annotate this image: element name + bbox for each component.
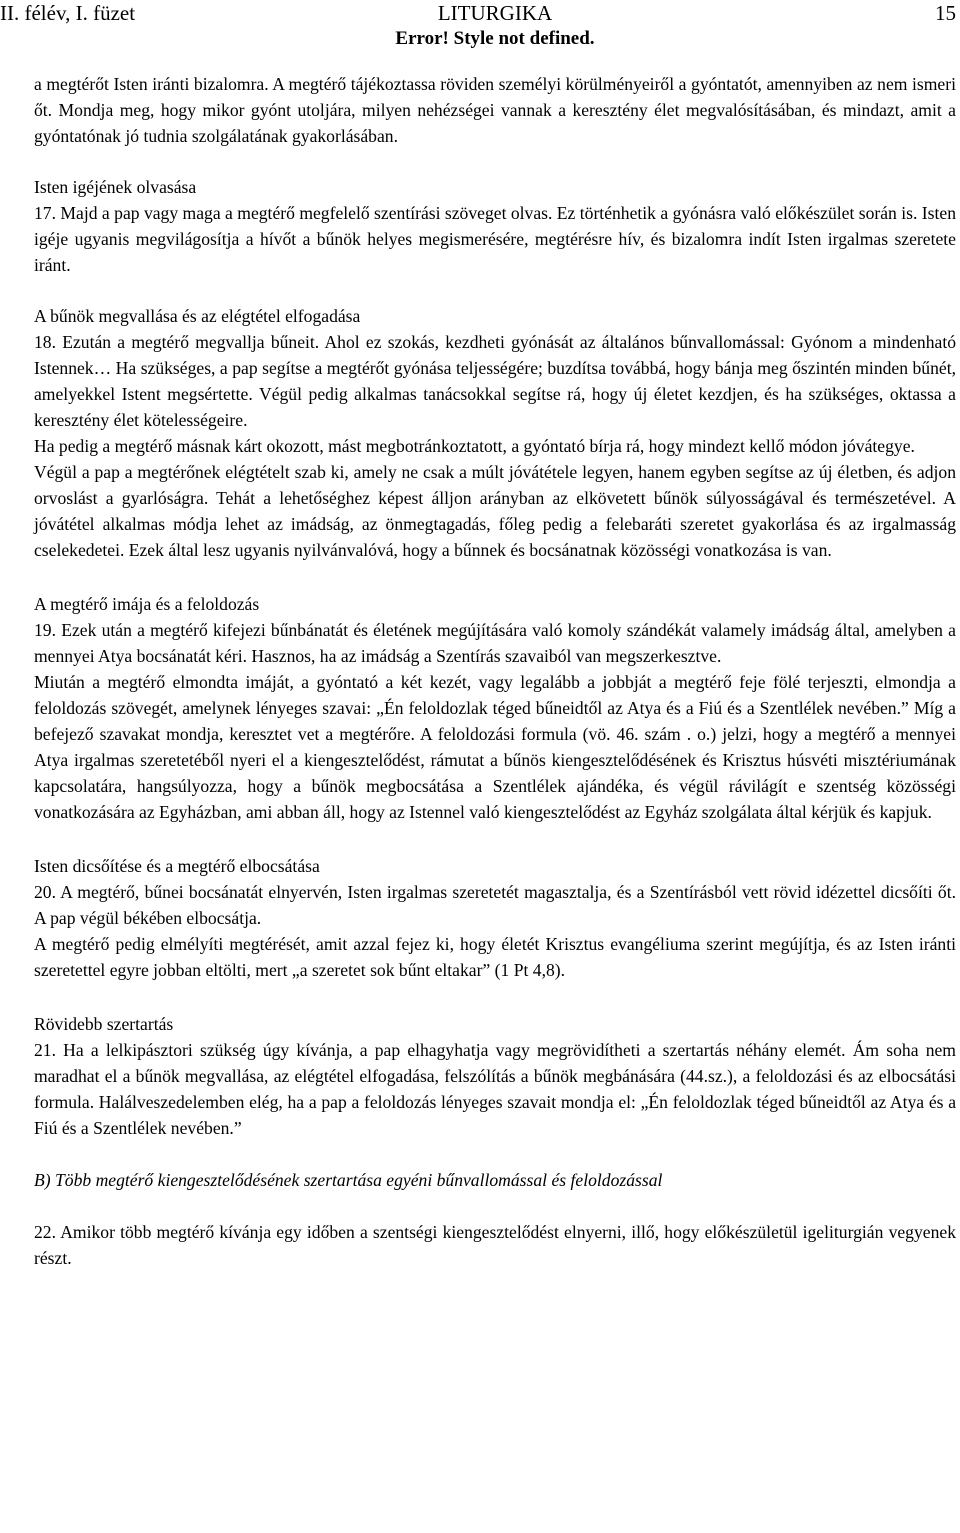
paragraph-21: 21. Ha a lelkipásztori szükség úgy kívánja, a pap elhagyhatja vagy megrövidítheti a szertartás néhány elemét. Ám soha nem maradhat el a bűnök megvallása, az elégtétel elfogadása, felszólítás a bűnök megbánására (44.sz.), a feloldozási és az elbocsátási formula. Halálveszedelemben elég, ha a pap a feloldozás lényeges szavait mondja el: „Én feloldozlak téged bűneidtől az Atya és a Fiú és a Szentlélek nevében.” bbox=[34, 1040, 956, 1138]
heading-isten-igeje: Isten igéjének olvasása bbox=[34, 177, 197, 197]
header-style-error: Error! Style not defined. bbox=[395, 28, 595, 49]
paragraph-19: 19. Ezek után a megtérő kifejezi bűnbánatát és életének megújítására való komoly szándékát valamely imádság által, amelyben a mennyei Atya bocsánatát kéri. Hasznos, ha az imádság a Szentírás szavaiból van megszerkesztve. bbox=[34, 620, 956, 666]
heading-rovidebb-szertartas: Rövidebb szertartás bbox=[34, 1014, 174, 1034]
header-title: LITURGIKA bbox=[437, 1, 553, 25]
heading-megtero-imaja: A megtérő imája és a feloldozás bbox=[34, 594, 260, 614]
paragraph-20b: A megtérő pedig elmélyíti megtérését, amit azzal fejez ki, hogy életét Krisztus evangéliuma szerint megújítja, és az Isten iránti szeretettel egyre jobban eltölti, mert „a szeretet sok bűnt eltakar” (1 Pt 4,8). bbox=[34, 934, 956, 980]
paragraph-18b: Ha pedig a megtérő másnak kárt okozott, mást megbotránkoztatott, a gyóntató bírja rá, hogy mindezt kellő módon jóvátegye. bbox=[34, 436, 915, 456]
paragraph-18: 18. Ezután a megtérő megvallja bűneit. Ahol ez szokás, kezdheti gyónását az általános bűnvallomással: Gyónom a mindenható Istennek… Ha szükséges, a pap segítse a megtérőt gyónása teljességére; buzdítsa továbbá, hogy bánja meg őszintén minden bűnét, amelyekkel Istent megsértette. Végül pedig alkalmas tanácsokkal segítse rá, hogy új életet kezdjen, és ha szükséges, oktassa a keresztény élet kötelességeire. bbox=[34, 332, 956, 430]
page-header bbox=[0, 0, 956, 54]
paragraph-intro: a megtérőt Isten iránti bizalomra. A megtérő tájékoztassa röviden személyi körülményeiről a gyóntatót, amennyiben az nem ismeri őt. Mondja meg, hogy mikor gyónt utoljára, milyen nehézségei vannak a keresztény élet megvalósításában, és mindazt, amit a gyóntatónak jó tudnia szolgálatának gyakorlásában. bbox=[34, 74, 956, 146]
section-title-b: B) Több megtérő kiengesztelődésének szertartása egyéni bűnvallomással és feloldozással bbox=[34, 1170, 663, 1190]
header-volume: II. félév, I. füzet bbox=[0, 1, 136, 25]
paragraph-20: 20. A megtérő, bűnei bocsánatát elnyervén, Isten irgalmas szeretetét magasztalja, és a Szentírásból vett rövid idézettel dicsőíti őt. A pap végül békében elbocsátja. bbox=[34, 882, 956, 928]
paragraph-19b: Miután a megtérő elmondta imáját, a gyóntató a két kezét, vagy legalább a jobbját a megtérő feje fölé terjeszti, elmondja a feloldozás szövegét, amelynek lényeges szavai: „Én feloldozlak téged bűneidtől az Atya és a Fiú és a Szentlélek nevében.” Míg a befejező szavakat mondja, keresztet vet a megtérőre. A feloldozási formula (vö. 46. szám . o.) jelzi, hogy a megtérő a mennyei Atya irgalmas szeretetéből nyeri el a kiengesztelődést, rámutat a bűnös kiengesztelődésének és Krisztus húsvéti misztériumának kapcsolatára, hangsúlyozza, hogy a bűnök megbocsátása a Szentlélek ajándéka, és végül rávilágít e szentség közösségi vonatkozására az Egyházban, ami abban áll, hogy az Istennel való kiengesztelődést az Egyház szolgálata által kérjük és kapjuk. bbox=[34, 672, 956, 822]
paragraph-22: 22. Amikor több megtérő kívánja egy időben a szentségi kiengesztelődést elnyerni, illő, hogy előkészületül igeliturgián vegyenek részt. bbox=[34, 1222, 956, 1268]
document-body bbox=[34, 71, 956, 1271]
paragraph-17: 17. Majd a pap vagy maga a megtérő megfelelő szentírási szöveget olvas. Ez történhetik a gyónásra való előkészület során is. Isten igéje ugyanis megvilágosítja a hívőt a bűnök helyes megismerésére, megtérésre hív, és bizalomra indít Isten irgalmas szeretete iránt. bbox=[34, 203, 956, 275]
heading-isten-dicsoitese: Isten dicsőítése és a megtérő elbocsátása bbox=[34, 856, 320, 876]
heading-bunok-megvallasa: A bűnök megvallása és az elégtétel elfogadása bbox=[34, 306, 361, 326]
paragraph-18c: Végül a pap a megtérőnek elégtételt szab ki, amely ne csak a múlt jóvátétele legyen, hanem egyben segítse az új életben, és adjon orvoslást a gyarlóságra. Tehát a lehetőséghez képest álljon arányban az elkövetett bűnök súlyosságával és természetével. A jóvátétel alkalmas módja lehet az imádság, az önmegtagadás, főleg pedig a felebaráti szeretet gyakorlása és az irgalmasság cselekedetei. Ezek által lesz ugyanis nyilvánvalóvá, hogy a bűnnek és bocsánatnak közösségi vonatkozása is van. bbox=[34, 462, 956, 560]
header-page-number: 15 bbox=[935, 1, 956, 25]
